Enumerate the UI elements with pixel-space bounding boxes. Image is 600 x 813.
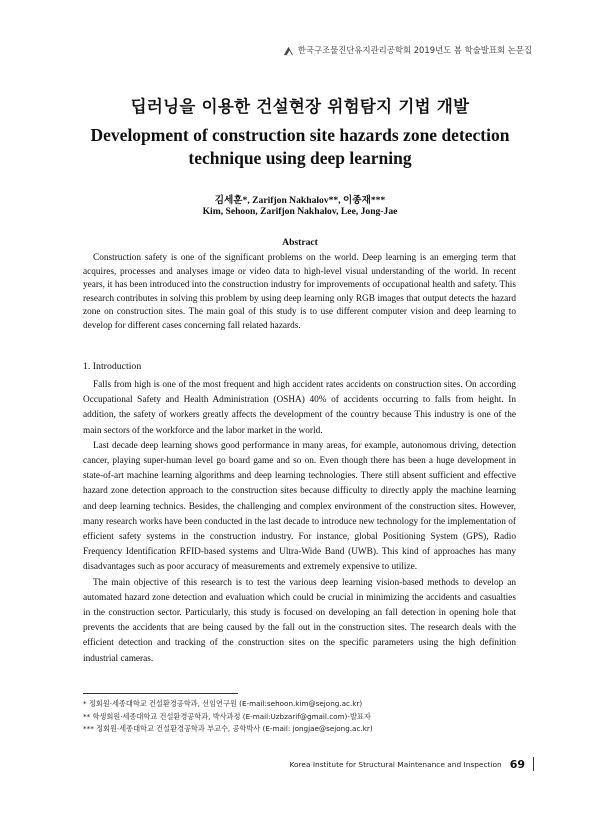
page-footer: [290, 757, 534, 771]
society-logo-icon: [283, 45, 294, 56]
paragraph: The main objective of this research is to test the various deep learning vision-based methods to develop an automated hazard zone detection and evaluation which could be crucial in minimizing the accidents and casualties in the construction sector. Particularly, this study is focused on developing an fall detection in opening hole that prevents the accidents that are being caused by the fall out in the construction sites. The research deals with the efficient detection and tracking of the construction sites on the specific parameters using the high definition industrial cameras.: [83, 577, 516, 664]
paragraph: Falls from high is one of the most frequent and high accident rates accidents on construction sites. On according Occupational Safety and Health Administration (OSHA) 40% of accidents occurring to falls from height. In addition, the safety of workers greatly affects the development of the country because This industry is one of the main sectors of the workforce and the labor market in the world.: [83, 380, 516, 436]
footnote-divider: [83, 693, 238, 694]
abstract-text: Construction safety is one of the significant problems on the world. Deep learning is an emerging term that acquires, processes and analyses image or video data to high-level visual understanding of the world. In recent years, it has been introduced into the construction industry for improvements of occupational health and safety. This research contributes in solving this problem by using deep learning only RGB images that output detects the hazard zone on construction sites. The main goal of this study is to use different computer vision and deep learning to develop for different cases concerning fall related hazards.: [83, 253, 516, 331]
footnote: ** 학생회원·세종대학교 건설환경공학과, 박사과정 (E-mail:Uzbzarif@gmail.com)-발표자: [83, 711, 371, 721]
running-head: [283, 44, 532, 56]
running-head-text: 한국구조물진단유지관리공학회 2019년도 봄 학술발표회 논문집: [297, 45, 532, 55]
paragraph: Last decade deep learning shows good performance in many areas, for example, autonomous driving, detection cancer, playing super-human level go board game and so on. Even though there has been a huge development in state-of-art machine learning algorithms and deep learning technologies. There still absent sufficient and effective hazard zone detection approach to the construction sites because difficulty to directly apply the machine learning and deep learning technics. Besides, the challenging and complex environment of the construction sites. However, many research works have been conducted in the last decade to introduce new technology for the implementation of efficient safety systems in the construction industry. For instance, global Positioning System (GPS), Radio Frequency Identification RFID-based systems and Ultra-Wide Band (UWB). This kind of approaches has many disadvantages such as poor accuracy of measurements and extremely expensive to utilize.: [83, 440, 516, 573]
section-heading: 1. Introduction: [83, 361, 142, 372]
footer-institution: Korea Institute for Structural Maintenance and Inspection: [289, 759, 502, 769]
page-number: 69: [509, 757, 525, 771]
abstract-heading: Abstract: [282, 237, 318, 248]
body-text: [83, 378, 516, 667]
authors-korean: 김세훈*, Zarifjon Nakhalov**, 이종재***: [214, 195, 386, 206]
footer-divider: [533, 757, 534, 771]
footnote: *** 정회원·세종대학교 건설환경공학과 부교수, 공학박사 (E-mail: jongjae@sejong.ac.kr): [83, 724, 373, 734]
title-english: Development of construction site hazards zone detection technique using deep learning: [90, 125, 510, 168]
authors-english: Kim, Sehoon, Zarifjon Nakhalov, Lee, Jong-Jae: [202, 206, 398, 217]
title-korean: 딥러닝을 이용한 건설현장 위험탐지 기법 개발: [130, 97, 470, 116]
footnotes: [83, 698, 516, 736]
footnote: * 정회원·세종대학교 건설환경공학과, 선임연구원 (E-mail:sehoon.kim@sejong.ac.kr): [83, 699, 363, 708]
